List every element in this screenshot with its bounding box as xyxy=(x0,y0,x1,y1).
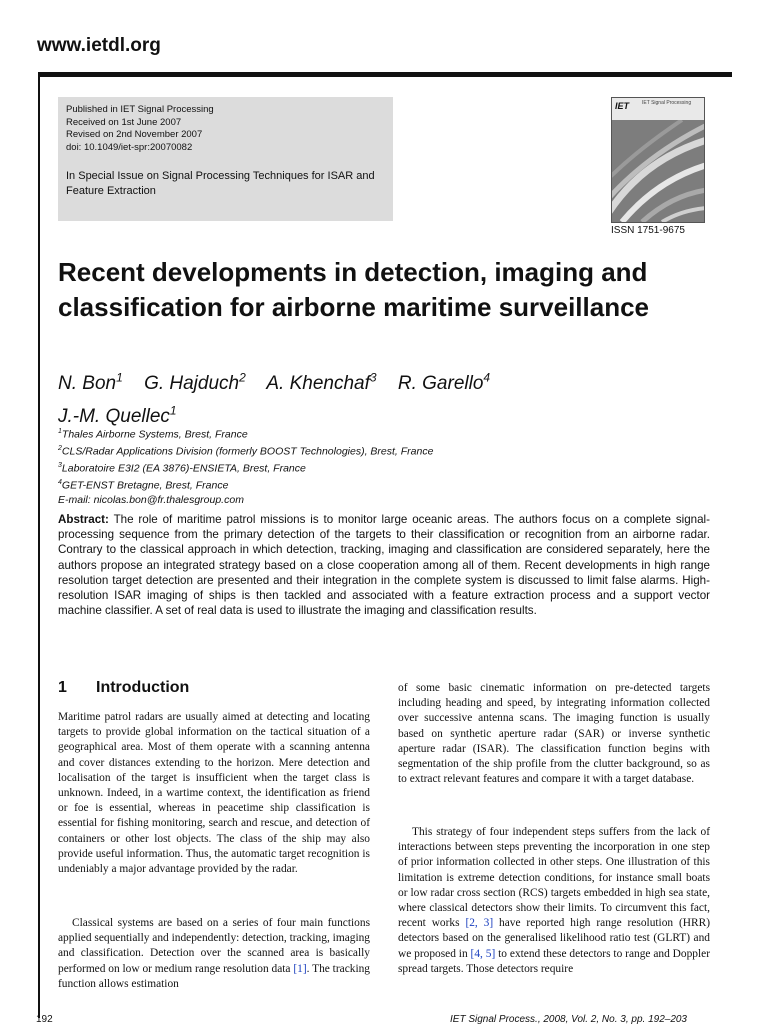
revised-date-line: Revised on 2nd November 2007 xyxy=(66,129,203,140)
citation-link[interactable]: [2, 3] xyxy=(465,917,494,930)
body-paragraph: Maritime patrol radars are usually aimed at detecting and locating targets to provide global information on the tactical situation of a geographical area. Most of them operate with a scanning antenna and cover distances extending to the horizon. Mere detection and localisation of the target is insufficient when the target class is unknown. Indeed, in a wartime context, the identification as friend or foe is essential, whereas in peacetime ship classification is essential for fishing monitoring, search and rescue, and detection of containers or other lost objects. The class of the ship may also provide useful information. Thus, the automatic target recognition is undeniably a major advantage provided by the radar. xyxy=(58,711,370,876)
author: G. Hajduch$^2$ xyxy=(144,371,246,395)
margin-rule xyxy=(38,72,40,1018)
section-number: 1 xyxy=(58,679,67,696)
body-paragraph: Classical systems are based on a series of four main functions applied sequentially and independently: detection, tracking, imaging and classification. Detection over the scanned area is basically performed on low or medium range resolution data [1]. The tracking function allows estimation xyxy=(58,917,371,990)
section-title: Introduction xyxy=(96,679,190,696)
cover-artwork xyxy=(612,120,704,222)
author: J.-M. Quellec$^1$ xyxy=(58,403,177,427)
doi-line: doi: 10.1049/iet-spr:20070082 xyxy=(66,141,193,153)
cover-journal-title: IET Signal Processing xyxy=(642,100,692,106)
journal-cover-thumbnail[interactable] xyxy=(611,97,705,223)
issn-label: ISSN 1751-9675 xyxy=(611,225,685,236)
received-date-line: Received on 1st June 2007 xyxy=(66,116,182,128)
contact-email[interactable]: E-mail: nicolas.bon@fr.thalesgroup.com xyxy=(58,494,244,506)
site-url[interactable]: www.ietdl.org xyxy=(37,35,161,56)
journal-citation: IET Signal Process., 2008, Vol. 2, No. 3, pp. 192–203 xyxy=(450,1014,687,1025)
abstract-label: Abstract: xyxy=(58,513,109,526)
body-paragraph: of some basic cinematic information on pre-detected targets including heading and speed, by integrating information collected over successive antenna scans. The imaging function is usually based on synthetic aperture radar (SAR) or inverse synthetic aperture radar (ISAR). The classification function begins with segmentation of the ship profile from the clutter background, so as to extract relevant features and compare it with a target database. xyxy=(398,682,710,786)
author-list xyxy=(58,365,658,430)
author: N. Bon$^1$ xyxy=(58,371,123,395)
section-heading xyxy=(58,679,189,697)
special-issue-note: In Special Issue on Signal Processing Techniques for ISAR and Feature Extraction xyxy=(66,170,375,197)
publication-info-box xyxy=(58,97,393,221)
author: R. Garello$^4$ xyxy=(397,371,491,395)
publication-history xyxy=(66,104,214,154)
iet-logo: IET xyxy=(615,101,630,111)
affiliations xyxy=(58,425,433,508)
abstract xyxy=(58,512,710,618)
page-number: 192 xyxy=(36,1014,53,1025)
article-title: Recent developments in detection, imaging and classification for airborne maritime surveillance xyxy=(58,257,650,322)
affiliation: $^3$Laboratoire E3I2 (EA 3876)-ENSIETA, Brest, France xyxy=(58,462,306,475)
abstract-text: The role of maritime patrol missions is to monitor large oceanic areas. The authors focus on a complete signal-processing sequence from the primary detection of the targets to their classification or recognition from an airborne radar. Contrary to the classical approach in which detection, tracking, imaging and classification are considered separately, here the authors propose an integrated strategy based on a close cooperation among all of them. Recent developments in high range resolution target detection are presented and their integration in the complete system is discussed to limit false alarms. High-resolution ISAR imaging of ships is then tackled and associated with a feature extraction process and a support vector machine classifier. A set of real data is used to illustrate the imaging and classification results. xyxy=(58,513,710,618)
citation-link[interactable]: [1] xyxy=(293,962,307,975)
affiliation: $^1$Thales Airborne Systems, Brest, France xyxy=(58,428,248,441)
citation-link[interactable]: [4, 5] xyxy=(470,947,496,960)
published-in-line: Published in IET Signal Processing xyxy=(66,104,214,115)
header-rule xyxy=(38,72,732,77)
author: A. Khenchaf$^3$ xyxy=(266,371,377,395)
affiliation: $^4$GET-ENST Bretagne, Brest, France xyxy=(58,479,229,492)
body-paragraph: This strategy of four independent steps suffers from the lack of interactions between steps preventing the incorporation in one step of prior information collected in other steps. One illustration of this limitation is extreme detection conditions, for instance small boats or low radar cross section (RCS) targets embedded in high sea state, where classical detectors show their limits. To circumvent this fact, recent works [2, 3] have reported high range resolution (HRR) detectors based on the generalised likelihood ratio test (GLRT) and we proposed in [4, 5] to extend these detectors to range and Doppler spread targets. Those detectors require xyxy=(398,826,711,975)
affiliation: $^2$CLS/Radar Applications Division (formerly BOOST Technologies), Brest, France xyxy=(58,445,434,458)
